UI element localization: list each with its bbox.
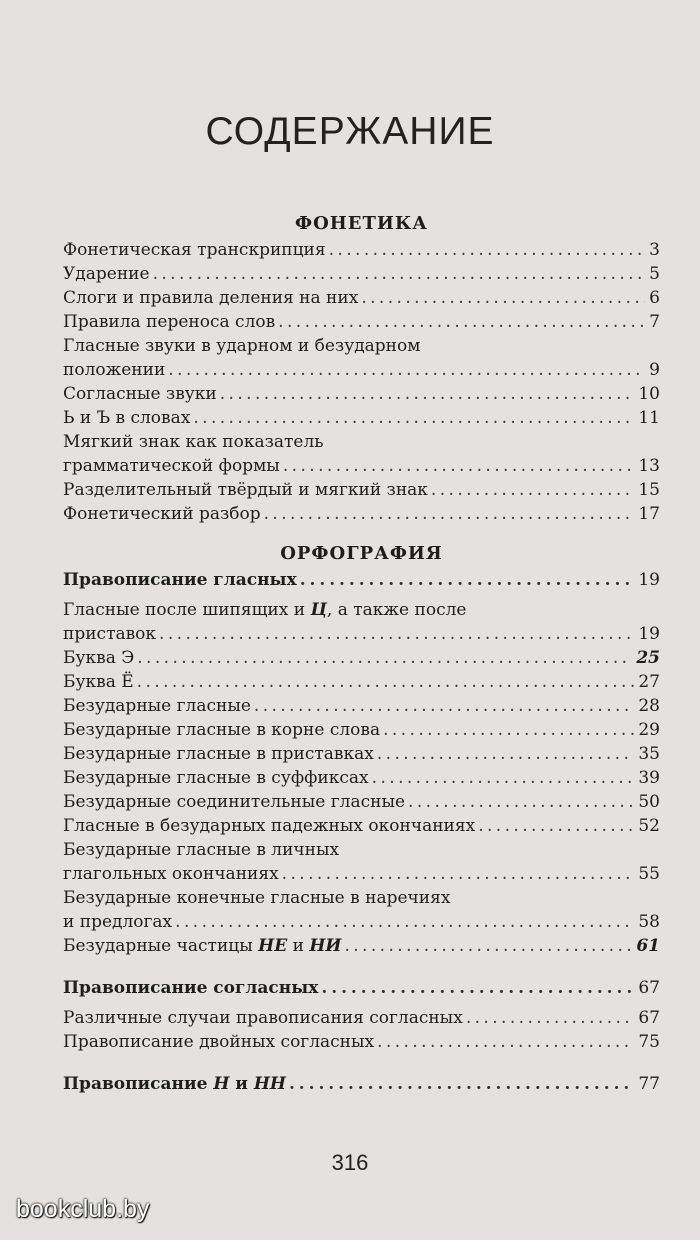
dot-leader bbox=[289, 1072, 634, 1096]
toc-entry-page: 13 bbox=[638, 456, 660, 476]
toc-entry-title: Буква Э bbox=[63, 648, 135, 668]
toc-entry-page: 27 bbox=[638, 672, 660, 692]
toc-entry-title: Ь и Ъ в словах bbox=[63, 408, 191, 428]
toc-group-n-nn[interactable] bbox=[63, 1072, 660, 1096]
toc-entry-page: 50 bbox=[638, 792, 660, 812]
toc-entry-title: Ударение bbox=[63, 264, 150, 284]
toc-entry-title: Правописание гласных bbox=[63, 570, 297, 590]
toc-entry[interactable] bbox=[63, 478, 660, 502]
toc-entry[interactable] bbox=[63, 1006, 660, 1030]
dot-leader bbox=[283, 454, 635, 478]
toc-entry[interactable] bbox=[63, 430, 660, 478]
toc-entry-title: Безударные гласные bbox=[63, 696, 251, 716]
toc-entry-page: 52 bbox=[638, 816, 660, 836]
dot-leader bbox=[466, 1006, 635, 1030]
toc-entry-title: Безударные гласные в приставках bbox=[63, 744, 374, 764]
title-part: и bbox=[287, 936, 310, 956]
toc-entry[interactable] bbox=[63, 382, 660, 406]
toc-entry-title: Безударные гласные в суффиксах bbox=[63, 768, 369, 788]
dot-leader bbox=[153, 262, 646, 286]
toc-entry-title-line2: глагольных окончаниях bbox=[63, 864, 279, 884]
toc-entry[interactable] bbox=[63, 838, 660, 886]
toc-entry-title: Различные случаи правописания согласных bbox=[63, 1008, 463, 1028]
toc-entry-title: Правописание двойных согласных bbox=[63, 1032, 375, 1052]
toc-entry[interactable] bbox=[63, 670, 660, 694]
section-heading-phonetics: ФОНЕТИКА bbox=[295, 213, 428, 234]
toc-entry[interactable] bbox=[63, 814, 660, 838]
section-heading-orthography: ОРФОГРАФИЯ bbox=[280, 543, 443, 564]
title-part-italic: НЕ bbox=[258, 936, 288, 956]
dot-leader bbox=[193, 406, 634, 430]
toc-entry-title: Правописание согласных bbox=[63, 978, 319, 998]
table-of-contents bbox=[63, 210, 660, 1096]
dot-leader bbox=[168, 358, 645, 382]
watermark: bookclub.by bbox=[16, 1195, 150, 1223]
title-part: Гласные после шипящих и bbox=[63, 600, 311, 620]
toc-entry[interactable] bbox=[63, 718, 660, 742]
toc-entry-page: 67 bbox=[638, 1008, 660, 1028]
toc-entry[interactable] bbox=[63, 1030, 660, 1054]
toc-entry-title-line1: Гласные звуки в ударном и безударном bbox=[63, 336, 421, 356]
toc-entry-title-line2: и предлогах bbox=[63, 912, 173, 932]
toc-entry-title bbox=[63, 934, 341, 958]
toc-entry-title: Разделительный твёрдый и мягкий знак bbox=[63, 480, 428, 500]
toc-entry-title: Фонетическая транскрипция bbox=[63, 240, 326, 260]
toc-entry-title-line1: Безударные конечные гласные в наречиях bbox=[63, 888, 451, 908]
toc-entry-page: 5 bbox=[649, 264, 660, 284]
toc-entry[interactable] bbox=[63, 886, 660, 934]
toc-entry[interactable] bbox=[63, 262, 660, 286]
title-part: и bbox=[229, 1074, 254, 1094]
dot-leader bbox=[383, 718, 634, 742]
toc-entry[interactable] bbox=[63, 598, 660, 646]
toc-entry-page: 6 bbox=[649, 288, 660, 308]
toc-entry-title: Согласные звуки bbox=[63, 384, 217, 404]
dot-leader bbox=[329, 238, 646, 262]
dot-leader bbox=[361, 286, 645, 310]
dot-leader bbox=[175, 910, 634, 934]
dot-leader bbox=[137, 646, 632, 670]
title-part-italic: Ц bbox=[310, 600, 327, 620]
toc-entry-page: 19 bbox=[638, 570, 660, 590]
toc-entry-page: 39 bbox=[638, 768, 660, 788]
toc-entry-page: 9 bbox=[649, 360, 660, 380]
toc-entry[interactable] bbox=[63, 310, 660, 334]
dot-leader bbox=[478, 814, 634, 838]
dot-leader bbox=[372, 766, 635, 790]
toc-entry[interactable] bbox=[63, 742, 660, 766]
toc-entry-title-line2: грамматической формы bbox=[63, 456, 280, 476]
title-part: Безударные частицы bbox=[63, 936, 259, 956]
toc-entry-page: 77 bbox=[638, 1074, 660, 1094]
page-number: 316 bbox=[331, 1150, 369, 1175]
toc-entry-page: 17 bbox=[638, 504, 660, 524]
toc-entry-page: 55 bbox=[638, 864, 660, 884]
toc-entry[interactable] bbox=[63, 934, 660, 958]
toc-entry-page: 3 bbox=[649, 240, 660, 260]
title-part-italic: Н bbox=[213, 1074, 230, 1094]
toc-entry-title: Слоги и правила деления на них bbox=[63, 288, 359, 308]
dot-leader bbox=[220, 382, 635, 406]
toc-entry[interactable] bbox=[63, 286, 660, 310]
toc-entry-page: 19 bbox=[638, 624, 660, 644]
toc-entry[interactable] bbox=[63, 790, 660, 814]
toc-entry-page: 35 bbox=[638, 744, 660, 764]
dot-leader bbox=[300, 568, 635, 592]
toc-entry-title bbox=[63, 1072, 286, 1096]
toc-entry-title: Фонетический разбор bbox=[63, 504, 261, 524]
title-part-italic: НИ bbox=[309, 936, 342, 956]
dot-leader bbox=[159, 622, 634, 646]
toc-entry-page: 25 bbox=[636, 648, 660, 668]
toc-entry-title-line2: положении bbox=[63, 360, 166, 380]
toc-entry[interactable] bbox=[63, 502, 660, 526]
page-title: СОДЕРЖАНИЕ bbox=[205, 110, 495, 153]
toc-entry-page: 58 bbox=[638, 912, 660, 932]
toc-entry-page: 10 bbox=[638, 384, 660, 404]
toc-entry-title: Безударные гласные в корне слова bbox=[63, 720, 381, 740]
dot-leader bbox=[264, 502, 635, 526]
dot-leader bbox=[431, 478, 634, 502]
title-part: Правописание bbox=[63, 1074, 214, 1094]
toc-entry[interactable] bbox=[63, 766, 660, 790]
toc-group-consonants[interactable] bbox=[63, 976, 660, 1000]
dot-leader bbox=[321, 976, 634, 1000]
toc-entry-page: 67 bbox=[638, 978, 660, 998]
toc-entry-page: 11 bbox=[638, 408, 660, 428]
toc-entry[interactable] bbox=[63, 238, 660, 262]
toc-entry-title: Правила переноса слов bbox=[63, 312, 276, 332]
toc-entry-title: Гласные в безударных падежных окончаниях bbox=[63, 816, 476, 836]
toc-entry-page: 7 bbox=[649, 312, 660, 332]
toc-entry-page: 29 bbox=[638, 720, 660, 740]
dot-leader bbox=[282, 862, 635, 886]
toc-entry-page: 28 bbox=[638, 696, 660, 716]
dot-leader bbox=[254, 694, 634, 718]
toc-entry-page: 61 bbox=[636, 936, 660, 956]
toc-entry-page: 75 bbox=[638, 1032, 660, 1052]
dot-leader bbox=[408, 790, 634, 814]
toc-entry-title-line1 bbox=[63, 598, 660, 622]
toc-entry-page: 15 bbox=[638, 480, 660, 500]
toc-entry[interactable] bbox=[63, 646, 660, 670]
toc-entry[interactable] bbox=[63, 406, 660, 430]
dot-leader bbox=[377, 742, 635, 766]
dot-leader bbox=[344, 934, 632, 958]
toc-entry-title: Безударные соединительные гласные bbox=[63, 792, 406, 812]
toc-entry-title-line1: Мягкий знак как показатель bbox=[63, 432, 324, 452]
toc-entry-title-line2: приставок bbox=[63, 624, 157, 644]
dot-leader bbox=[137, 670, 635, 694]
title-part: , а также после bbox=[326, 600, 467, 620]
toc-entry[interactable] bbox=[63, 334, 660, 382]
dot-leader bbox=[377, 1030, 634, 1054]
toc-entry[interactable] bbox=[63, 694, 660, 718]
toc-entry-title-line1: Безударные гласные в личных bbox=[63, 840, 340, 860]
toc-entry-title: Буква Ё bbox=[63, 672, 134, 692]
title-part-italic: НН bbox=[253, 1074, 286, 1094]
dot-leader bbox=[278, 310, 645, 334]
toc-group-vowels[interactable] bbox=[63, 568, 660, 592]
